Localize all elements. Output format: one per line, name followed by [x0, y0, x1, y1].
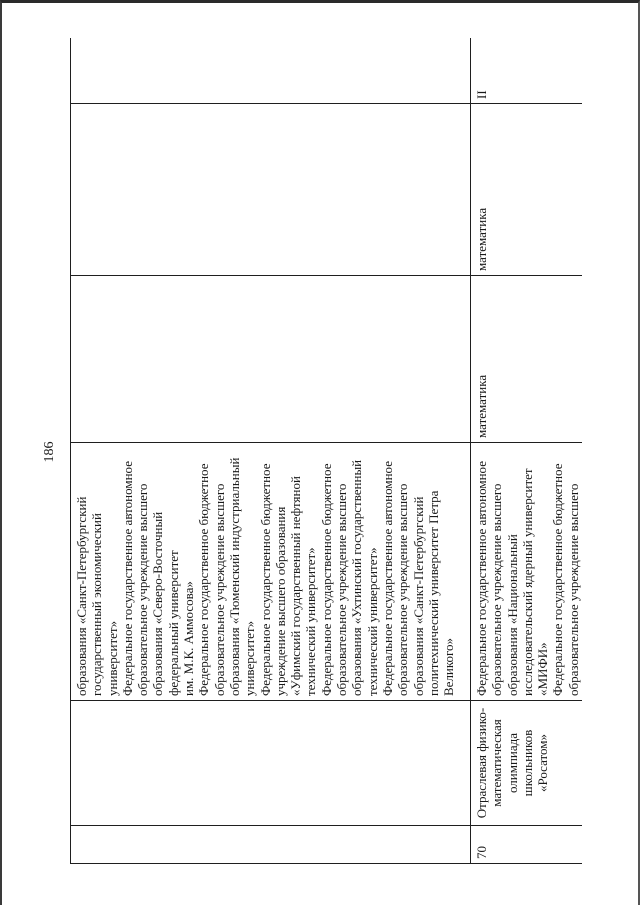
- level-cell: [71, 38, 471, 104]
- organizer-line: исследовательский ядерный университет: [519, 468, 535, 696]
- olympiad-table: [70, 38, 582, 864]
- organizer-line: университет»: [242, 620, 258, 696]
- row-number-cell: [71, 826, 471, 864]
- page-number: 186: [42, 441, 57, 463]
- olympiad-name-cell: [71, 701, 471, 826]
- organizer-line: Федеральное государственное бюджетное: [257, 463, 273, 696]
- organizer-line: образовательное учреждение высшего: [334, 483, 350, 696]
- organizer-line: Федеральное государственное автономное: [379, 461, 395, 696]
- organizer-line: образования «Северо-Восточный: [150, 511, 166, 696]
- table-container: [70, 38, 582, 864]
- organizer-line: им. М.К. Аммосова»: [181, 581, 197, 696]
- organizer-line: Федеральное государственное бюджетное: [318, 463, 334, 696]
- olympiad-name-cell: Отраслевая физико-математическая олимпиада школьников «Росатом»: [471, 701, 583, 826]
- organizer-line: образовательное учреждение высшего: [489, 483, 505, 696]
- organizer-line: Федеральное государственное автономное: [474, 461, 489, 696]
- organizer-line: образовательное учреждение высшего: [565, 483, 581, 696]
- organizer-line: Федеральное государственное бюджетное: [550, 463, 566, 696]
- organizer-line: Великого»: [441, 637, 457, 696]
- organizer-line: образования «Санкт-Петербургский: [410, 496, 426, 696]
- organizer-line: Федеральное государственное бюджетное: [196, 463, 212, 696]
- profile-subject-cell: математика: [471, 104, 583, 276]
- organizer-line: «Уфимский государственный нефтяной: [288, 476, 304, 696]
- organizer-line: «МИФИ»: [535, 642, 551, 696]
- row-number-cell: 70: [471, 826, 583, 864]
- organizer-line: федеральный университет: [165, 550, 181, 696]
- level-cell: II: [471, 38, 583, 104]
- organizer-line: образования «Санкт-Петербургский: [74, 496, 89, 696]
- organizer-line: Федеральное государственное автономное: [119, 461, 135, 696]
- organizer-line: образовательное учреждение высшего: [211, 483, 227, 696]
- rotated-page-content: [70, 38, 582, 864]
- subject-cell: математика: [471, 276, 583, 443]
- table-row: [471, 38, 583, 864]
- table-row: [71, 38, 471, 864]
- organizer-line: государственный экономический: [89, 513, 105, 696]
- organizer-line: университет»: [104, 620, 120, 696]
- organizer-line: образовательное учреждение высшего: [135, 483, 151, 696]
- organizer-line: учреждение высшего образования: [272, 506, 288, 696]
- organizer-line: образования «Ухтинский государственный: [349, 459, 365, 696]
- subject-cell: [71, 276, 471, 443]
- organizer-cell: [71, 443, 471, 701]
- organizer-line: технический университет»: [303, 547, 319, 696]
- profile-subject-cell: [71, 104, 471, 276]
- organizer-line: образовательное учреждение высшего: [395, 483, 411, 696]
- organizer-line: образования «Тюменский индустриальный: [226, 457, 242, 696]
- organizer-line: образования «Национальный: [504, 534, 520, 696]
- organizer-line: технический университет»: [364, 547, 380, 696]
- organizer-line: политехнический университет Петра: [425, 490, 441, 696]
- organizer-cell: [471, 443, 583, 701]
